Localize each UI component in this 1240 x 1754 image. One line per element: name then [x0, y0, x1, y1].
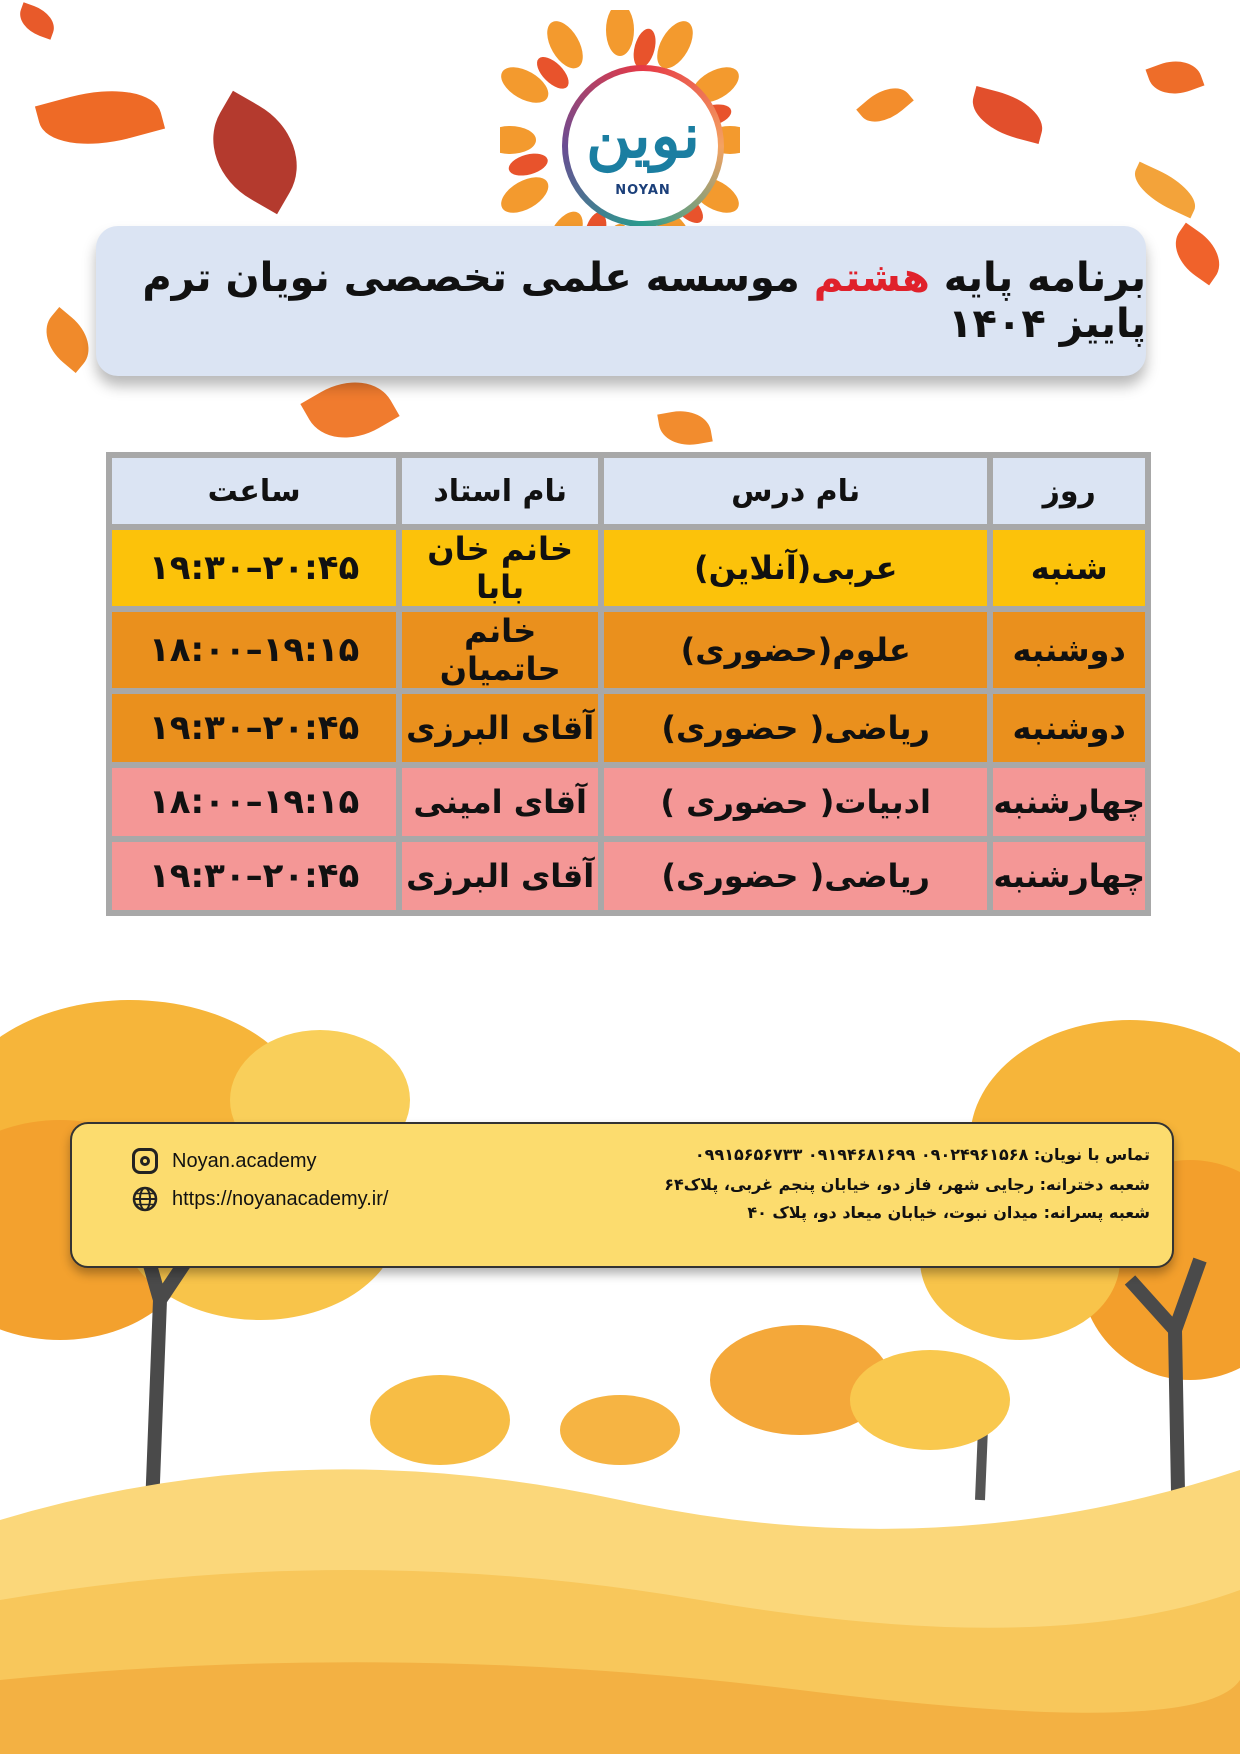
title-suffix: موسسه علمی تخصصی نویان ترم پاییز ۱۴۰۴: [142, 255, 1146, 347]
website-url[interactable]: https://noyanacademy.ir/: [172, 1188, 389, 1210]
leaf-decoration: [1146, 53, 1205, 103]
instagram-row[interactable]: [132, 1142, 388, 1180]
cell-course: ریاضی( حضوری): [604, 694, 987, 762]
girls-branch-address: شعبه دخترانه: رجایی شهر، فاز دو، خیابان پنجم غربی، پلاک۶۴: [664, 1175, 1150, 1194]
instagram-icon: [132, 1148, 158, 1174]
cell-teacher: آقای البرزی: [402, 694, 598, 762]
leaf-decoration: [190, 91, 319, 215]
logo: [500, 10, 740, 250]
cell-course: عربی(آنلاین): [604, 530, 987, 606]
cell-time: ۱۹:۳۰–۲۰:۴۵: [112, 842, 396, 910]
contact-details: [664, 1138, 1150, 1228]
logo-name: NOYAN: [615, 183, 671, 198]
leaf-decoration: [657, 406, 712, 450]
cell-teacher: آقای امینی: [402, 768, 598, 836]
cell-day: چهارشنبه: [993, 842, 1145, 910]
globe-icon: [132, 1186, 158, 1212]
header-course: نام درس: [604, 458, 987, 524]
cell-time: ۱۸:۰۰–۱۹:۱۵: [112, 768, 396, 836]
leaf-decoration: [1164, 223, 1231, 286]
schedule-table: [106, 452, 1151, 916]
leaf-decoration: [34, 307, 102, 373]
boys-branch-address: شعبه پسرانه: میدان نبوت، خیابان میعاد دو، پلاک ۴۰: [747, 1203, 1150, 1222]
cell-course: ریاضی( حضوری): [604, 842, 987, 910]
autumn-landscape-illustration: [0, 1000, 1240, 1754]
page-title: [96, 255, 1146, 347]
table-row: [112, 612, 1145, 688]
table-row: [112, 530, 1145, 606]
cell-day: چهارشنبه: [993, 768, 1145, 836]
leaf-decoration: [1127, 162, 1203, 219]
table-row: [112, 768, 1145, 836]
instagram-handle[interactable]: Noyan.academy: [172, 1150, 317, 1172]
cell-time: ۱۹:۳۰–۲۰:۴۵: [112, 530, 396, 606]
cell-teacher: آقای البرزی: [402, 842, 598, 910]
header-teacher: نام استاد: [402, 458, 598, 524]
leaf-decoration: [15, 2, 60, 39]
logo-glyph: نوین: [586, 99, 700, 172]
table-header-row: [112, 458, 1145, 524]
cell-course: علوم(حضوری): [604, 612, 987, 688]
cell-course: ادبیات( حضوری ): [604, 768, 987, 836]
title-grade: هشتم: [813, 255, 930, 301]
table-row: [112, 842, 1145, 910]
cell-day: دوشنبه: [993, 694, 1145, 762]
cell-teacher: خانم خان بابا: [402, 530, 598, 606]
header-day: روز: [993, 458, 1145, 524]
website-row[interactable]: [132, 1180, 388, 1218]
contact-info-box: [70, 1122, 1174, 1268]
cell-day: دوشنبه: [993, 612, 1145, 688]
phone-numbers[interactable]: ۰۹۰۲۴۹۶۱۵۶۸ ۰۹۱۹۴۶۸۱۶۹۹ ۰۹۹۱۵۶۵۶۷۳۳: [694, 1145, 1029, 1164]
leaf-decoration: [35, 75, 165, 159]
cell-day: شنبه: [993, 530, 1145, 606]
title-prefix: برنامه پایه: [943, 255, 1146, 301]
table-row: [112, 694, 1145, 762]
logo-badge: [562, 65, 724, 227]
social-links: [132, 1142, 388, 1218]
header-time: ساعت: [112, 458, 396, 524]
phone-line: [664, 1138, 1150, 1172]
cell-teacher: خانم حاتمیان: [402, 612, 598, 688]
cell-time: ۱۹:۳۰–۲۰:۴۵: [112, 694, 396, 762]
leaf-decoration: [300, 364, 399, 456]
leaf-decoration: [966, 86, 1049, 144]
cell-time: ۱۸:۰۰–۱۹:۱۵: [112, 612, 396, 688]
leaf-decoration: [856, 77, 914, 132]
page-title-box: [96, 226, 1146, 376]
phones-label: تماس با نویان:: [1033, 1145, 1150, 1164]
